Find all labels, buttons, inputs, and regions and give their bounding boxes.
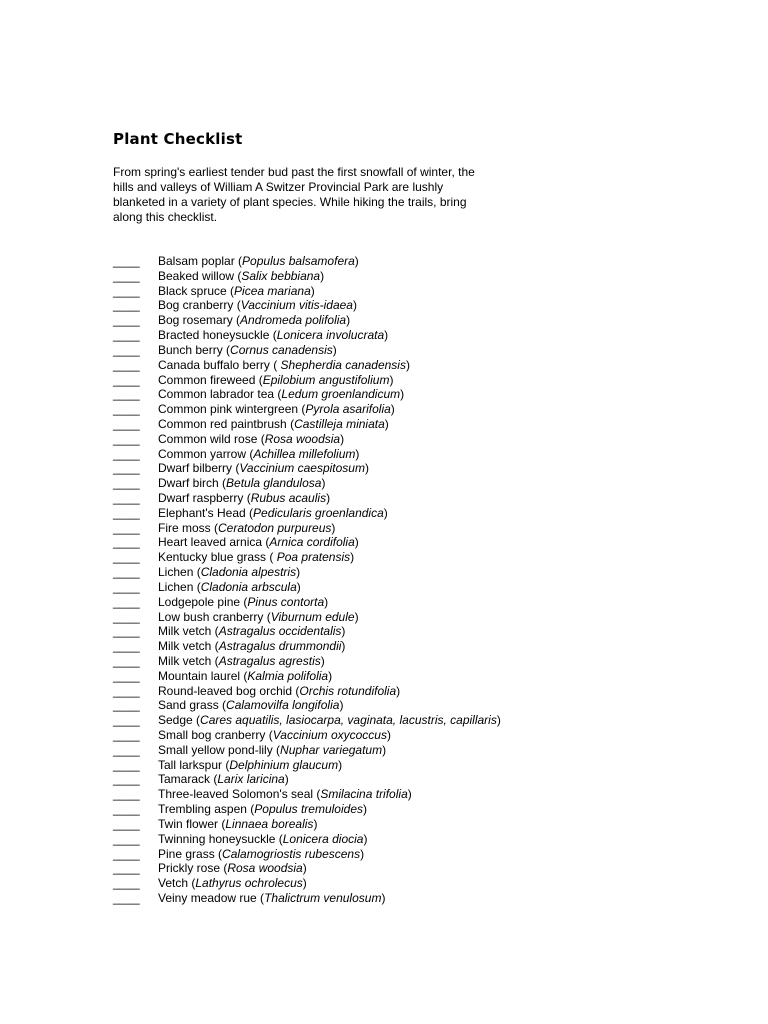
checkbox-blank-line[interactable]: ____ (113, 831, 140, 846)
plant-name-close: ) (338, 757, 343, 772)
plant-common-name: Dwarf birch ( (158, 476, 227, 491)
plant-latin-name: Pinus contorta (247, 594, 325, 609)
plant-name-close: ) (320, 268, 325, 283)
plant-name-close: ) (400, 387, 405, 402)
plant-name-close: ) (355, 446, 360, 461)
plant-name-close: ) (320, 653, 325, 668)
checkbox-blank-line[interactable]: ____ (113, 402, 140, 417)
plant-name-close: ) (296, 579, 301, 594)
checklist-item (113, 432, 498, 447)
plant-common-name: Bracted honeysuckle ( (158, 328, 277, 343)
checkbox-blank-line[interactable]: ____ (113, 876, 140, 891)
checklist-item (113, 476, 498, 491)
plant-common-name: Lichen ( (158, 579, 201, 594)
plant-name-close: ) (389, 372, 394, 387)
plant-common-name: Common fireweed ( (158, 372, 263, 387)
plant-latin-name: Salix bebbiana (241, 268, 321, 283)
plant-name-close: ) (324, 594, 329, 609)
checkbox-blank-line[interactable]: ____ (113, 624, 140, 639)
plant-common-name: Small bog cranberry ( (158, 728, 273, 742)
checklist-item (113, 847, 498, 862)
plant-name-close: ) (360, 846, 365, 861)
plant-name-close: ) (313, 816, 318, 831)
checklist-item (113, 491, 498, 506)
plant-latin-name: Vaccinium oxycoccus (272, 728, 387, 742)
plant-name-close: ) (405, 357, 410, 372)
plant-common-name: Elephant's Head ( (158, 505, 254, 520)
plant-name-close: ) (321, 476, 326, 491)
checklist-item (113, 447, 498, 462)
plant-common-name: Black spruce ( (158, 283, 235, 298)
checklist-item (113, 624, 498, 639)
checkbox-blank-line[interactable]: ____ (113, 313, 140, 328)
plant-latin-name: Cladonia alpestris (200, 565, 297, 580)
checkbox-blank-line[interactable]: ____ (113, 653, 140, 668)
checklist-item (113, 595, 498, 610)
checklist-item (113, 343, 498, 358)
plant-common-name: Twinning honeysuckle ( (158, 831, 283, 846)
plant-name-close: ) (386, 728, 391, 742)
plant-latin-name: Achillea millefolium (253, 446, 356, 461)
plant-latin-name: Delphinium glaucum (229, 757, 339, 772)
plant-name-close: ) (384, 416, 389, 431)
plant-latin-name: Vaccinium caespitosum (239, 461, 365, 476)
checkbox-blank-line[interactable]: ____ (113, 772, 140, 787)
checklist-item (113, 610, 498, 625)
checklist-item (113, 891, 498, 906)
plant-name-close: ) (350, 550, 355, 565)
plant-common-name: Small yellow pond-lily ( (158, 742, 281, 757)
plant-latin-name: Orchis rotundifolia (299, 683, 397, 698)
checkbox-blank-line[interactable]: ____ (113, 787, 140, 802)
plant-name-close: ) (296, 565, 301, 580)
plant-name-close: ) (310, 283, 315, 298)
checklist-item (113, 535, 498, 550)
plant-latin-name: Betula glandulosa (226, 476, 322, 491)
checkbox-blank-line[interactable]: ____ (113, 757, 140, 772)
plant-common-name: Veiny meadow rue ( (158, 890, 265, 905)
plant-name-close: ) (363, 802, 367, 817)
checkbox-blank-line[interactable]: ____ (113, 268, 140, 283)
checklist-item (113, 313, 498, 328)
plant-latin-name: Lonicera involucrata (276, 328, 385, 343)
plant-common-name: Common pink wintergreen ( (158, 402, 306, 417)
checklist-item (113, 787, 498, 802)
plant-latin-name: Cares aquatilis, lasiocarpa, vaginata, lacustris, capillaris (200, 713, 497, 728)
plant-common-name: Sand grass ( (158, 698, 227, 713)
plant-common-name: Twin flower ( (158, 816, 226, 831)
checklist-item (113, 802, 498, 817)
checkbox-blank-line[interactable]: ____ (113, 431, 140, 446)
plant-latin-name: Viburnum edule (270, 609, 355, 624)
plant-common-name: Heart leaved arnica ( (158, 535, 270, 550)
checkbox-blank-line[interactable]: ____ (113, 535, 140, 550)
plant-common-name: Bog rosemary ( (158, 313, 241, 328)
plant-common-name: Beaked willow ( (158, 268, 242, 283)
plant-common-name: Common labrador tea ( (158, 387, 282, 402)
checklist-item (113, 387, 498, 402)
plant-name-close: ) (354, 609, 359, 624)
plant-common-name: Lodgepole pine ( (158, 594, 248, 609)
checkbox-blank-line[interactable]: ____ (113, 742, 140, 757)
plant-name-close: ) (396, 683, 401, 698)
plant-common-name: Common wild rose ( (158, 431, 265, 446)
plant-common-name: Fire moss ( (158, 520, 218, 535)
checklist-item (113, 417, 498, 432)
plant-latin-name: Arnica cordifolia (269, 535, 355, 550)
plant-common-name: Dwarf raspberry ( (158, 491, 251, 505)
checklist-item (113, 506, 498, 521)
plant-common-name: Common yarrow ( (158, 446, 254, 461)
plant-latin-name: Thalictrum venulosum (264, 890, 382, 905)
plant-name-close: ) (339, 698, 344, 713)
plant-latin-name: Linnaea borealis (225, 816, 314, 831)
checklist-item (113, 698, 498, 713)
checklist-item (113, 861, 498, 876)
checkbox-blank-line[interactable]: ____ (113, 594, 140, 609)
plant-latin-name: Epilobium angustifolium (262, 372, 390, 387)
plant-name-close: ) (407, 787, 412, 802)
plant-latin-name: Calamovilfa longifolia (226, 698, 340, 713)
checkbox-blank-line[interactable]: ____ (113, 372, 140, 387)
plant-common-name: Bunch berry ( (158, 342, 231, 357)
plant-name-close: ) (328, 668, 333, 683)
plant-common-name: Three-leaved Solomon's seal ( (158, 787, 321, 802)
plant-latin-name: Pyrola asarifolia (305, 402, 391, 417)
plant-common-name: Vetch ( (158, 876, 196, 891)
plant-common-name: Canada buffalo berry ( (158, 357, 281, 372)
plant-name-close: ) (381, 890, 386, 905)
plant-name-close: ) (332, 342, 337, 357)
checklist-item (113, 669, 498, 684)
checkbox-blank-line[interactable]: ____ (113, 416, 140, 431)
plant-latin-name: Lonicera diocia (282, 831, 364, 846)
checkbox-blank-line[interactable]: ____ (113, 298, 140, 313)
plant-common-name: Milk vetch ( (158, 639, 219, 654)
plant-checklist (113, 254, 501, 906)
checklist-item (113, 832, 498, 847)
checkbox-blank-line[interactable]: ____ (113, 446, 140, 461)
plant-common-name: Lichen ( (158, 565, 201, 580)
checkbox-blank-line[interactable]: ____ (113, 890, 140, 905)
checkbox-blank-line[interactable]: ____ (113, 861, 140, 876)
checklist-item (113, 402, 498, 417)
plant-latin-name: Larix laricina (217, 772, 285, 787)
plant-name-close: ) (326, 491, 331, 505)
plant-common-name: Low bush cranberry ( (158, 609, 271, 624)
checklist-item (113, 684, 498, 699)
checklist-item (113, 461, 498, 476)
plant-latin-name: Shepherdia canadensis (280, 357, 406, 372)
checkbox-blank-line[interactable]: ____ (113, 254, 140, 268)
checkbox-blank-line[interactable]: ____ (113, 283, 140, 298)
checkbox-blank-line[interactable]: ____ (113, 342, 140, 357)
plant-latin-name: Lathyrus ochrolecus (195, 876, 303, 891)
checkbox-blank-line[interactable]: ____ (113, 565, 140, 580)
checklist-item (113, 373, 498, 388)
checklist-item (113, 758, 498, 773)
plant-name-close: ) (384, 328, 389, 343)
plant-latin-name: Nuphar variegatum (280, 742, 383, 757)
plant-latin-name: Vaccinium vitis-idaea (240, 298, 353, 313)
plant-latin-name: Cornus canadensis (230, 342, 333, 357)
plant-name-close: ) (284, 772, 289, 787)
plant-latin-name: Rubus acaulis (250, 491, 327, 505)
checkbox-blank-line[interactable]: ____ (113, 846, 140, 861)
plant-common-name: Trembling aspen ( (158, 802, 255, 817)
plant-name-close: ) (363, 831, 368, 846)
checklist-item (113, 254, 498, 269)
plant-latin-name: Ledum groenlandicum (281, 387, 401, 402)
plant-common-name: Sedge ( (158, 713, 201, 728)
plant-latin-name: Andromeda polifolia (240, 313, 347, 328)
checklist-item (113, 298, 498, 313)
plant-latin-name: Populus balsamofera (242, 254, 355, 268)
plant-latin-name: Calamogriostis rubescens (222, 846, 361, 861)
checkbox-blank-line[interactable]: ____ (113, 550, 140, 565)
checklist-item (113, 728, 498, 743)
checklist-item (113, 358, 498, 373)
plant-latin-name: Kalmia polifolia (247, 668, 329, 683)
plant-name-close: ) (390, 402, 395, 417)
checkbox-blank-line[interactable]: ____ (113, 579, 140, 594)
checklist-item (113, 639, 498, 654)
plant-common-name: Prickly rose ( (158, 861, 228, 876)
checklist-item (113, 713, 501, 728)
plant-name-close: ) (331, 520, 336, 535)
plant-common-name: Dwarf bilberry ( (158, 461, 240, 476)
plant-latin-name: Rosa woodsia (227, 861, 303, 876)
checkbox-blank-line[interactable]: ____ (113, 505, 140, 520)
checkbox-blank-line[interactable]: ____ (113, 816, 140, 831)
plant-name-close: ) (382, 742, 387, 757)
plant-latin-name: Ceratodon purpureus (218, 520, 332, 535)
checkbox-blank-line[interactable]: ____ (113, 476, 140, 491)
plant-common-name: Mountain laurel ( (158, 668, 248, 683)
plant-common-name: Bog cranberry ( (158, 298, 241, 313)
checklist-item (113, 521, 498, 536)
plant-name-close: ) (302, 876, 307, 891)
plant-common-name: Common red paintbrush ( (158, 416, 295, 431)
checkbox-blank-line[interactable]: ____ (113, 713, 140, 728)
plant-latin-name: Astragalus agrestis (218, 653, 321, 668)
checkbox-blank-line[interactable]: ____ (113, 698, 140, 713)
plant-latin-name: Astragalus drummondii (218, 639, 342, 654)
plant-name-close: ) (383, 505, 388, 520)
checkbox-blank-line[interactable]: ____ (113, 609, 140, 624)
plant-common-name: Tamarack ( (158, 772, 218, 787)
plant-latin-name: Pedicularis groenlandica (253, 505, 384, 520)
plant-common-name: Pine grass ( (158, 846, 223, 861)
plant-name-close: ) (364, 461, 369, 476)
checklist-item (113, 654, 498, 669)
plant-latin-name: Populus tremuloides (254, 802, 363, 817)
page-title: Plant Checklist (113, 130, 243, 148)
plant-name-close: ) (340, 431, 345, 446)
checklist-item (113, 565, 498, 580)
plant-latin-name: Rosa woodsia (264, 431, 341, 446)
plant-common-name: Milk vetch ( (158, 653, 219, 668)
checklist-item (113, 269, 498, 284)
checkbox-blank-line[interactable]: ____ (113, 639, 140, 654)
plant-latin-name: Poa pratensis (276, 550, 351, 565)
plant-name-close: ) (341, 639, 346, 654)
plant-latin-name: Cladonia arbscula (200, 579, 297, 594)
plant-name-close: ) (354, 535, 359, 550)
plant-common-name: Milk vetch ( (158, 624, 219, 639)
checklist-item (113, 772, 498, 787)
checkbox-blank-line[interactable]: ____ (113, 520, 140, 535)
checklist-item (113, 328, 498, 343)
checklist-item (113, 743, 498, 758)
checkbox-blank-line[interactable]: ____ (113, 461, 140, 476)
checkbox-blank-line[interactable]: ____ (113, 387, 140, 402)
checkbox-blank-line[interactable]: ____ (113, 683, 140, 698)
plant-common-name: Tall larkspur ( (158, 757, 230, 772)
plant-name-close: ) (346, 313, 351, 328)
intro-paragraph: From spring's earliest tender bud past the first snowfall of winter, the hills and valleys of William A Switzer Provincial Park are lushly blanketed in a variety of plant species. While hiking the trails, bring along this checklist. (113, 165, 475, 224)
plant-common-name: Round-leaved bog orchid ( (158, 683, 300, 698)
plant-common-name: Kentucky blue grass ( (158, 550, 277, 565)
plant-name-close: ) (302, 861, 307, 876)
checkbox-blank-line[interactable]: ____ (113, 491, 140, 505)
plant-name-close: ) (352, 298, 357, 313)
plant-name-close: ) (496, 713, 501, 728)
plant-name-close: ) (341, 624, 346, 639)
plant-latin-name: Castilleja miniata (294, 416, 385, 431)
checklist-item (113, 876, 498, 891)
checklist-item (113, 284, 498, 299)
checklist-item (113, 580, 498, 595)
checkbox-blank-line[interactable]: ____ (113, 728, 140, 742)
checklist-item (113, 550, 498, 565)
checkbox-blank-line[interactable]: ____ (113, 668, 140, 683)
checkbox-blank-line[interactable]: ____ (113, 328, 140, 343)
plant-name-close: ) (354, 254, 359, 268)
plant-latin-name: Picea mariana (234, 283, 311, 298)
checkbox-blank-line[interactable]: ____ (113, 802, 140, 817)
plant-common-name: Balsam poplar ( (158, 254, 243, 268)
checkbox-blank-line[interactable]: ____ (113, 357, 140, 372)
plant-latin-name: Smilacina trifolia (320, 787, 408, 802)
plant-latin-name: Astragalus occidentalis (218, 624, 342, 639)
checklist-item (113, 817, 498, 832)
